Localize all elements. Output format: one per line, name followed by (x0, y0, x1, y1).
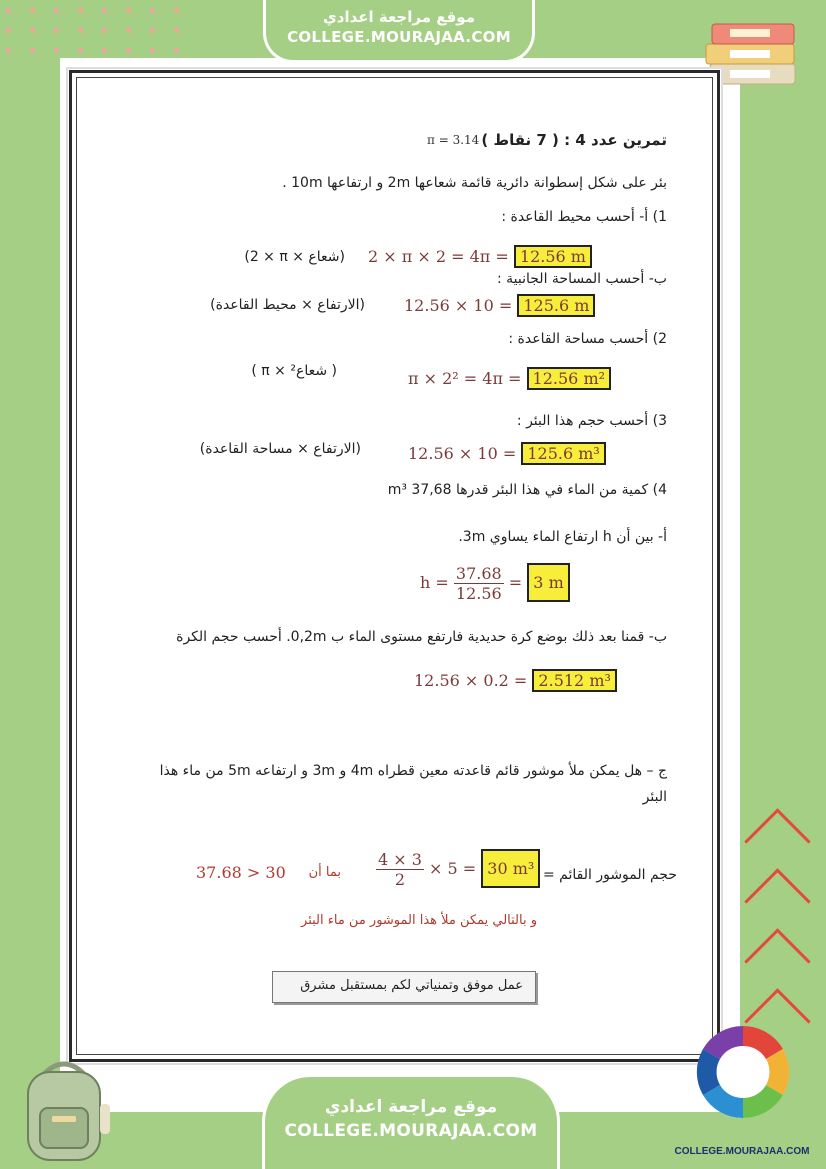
q4c-compare: 37.68 > 30 (196, 863, 286, 882)
q4b-result: 2.512 m³ (532, 669, 616, 692)
closing-text: عمل موفق وتمنياتي لكم بمستقبل مشرق (300, 978, 523, 993)
frame-left (0, 0, 60, 1169)
q1b-formula: (الارتفاع × محيط القاعدة) (210, 297, 365, 313)
q4: 4) كمية من الماء في هذا البئر قدرها 37,68 m³ (387, 482, 667, 498)
q2-result: 12.56 m² (527, 367, 611, 390)
top-banner-url[interactable]: COLLEGE.MOURAJAA.COM (287, 28, 511, 46)
q4a-fraction: $\frac{37.68}{12.56}$ (455, 564, 502, 603)
q3-result: 125.6 m³ (521, 442, 605, 465)
bottom-banner-arabic: موقع مراجعة اعدادي (324, 1097, 498, 1117)
q1a: 1) أ- أحسب محيط القاعدة : (501, 209, 667, 225)
pi-value: π = 3.14 (427, 133, 480, 147)
q4c-since: بما أن (308, 865, 341, 880)
q4c-calc: $\frac{4 \times 3}{2}$ × 5 = 30 m³ (376, 849, 540, 889)
decorative-dots (0, 0, 200, 60)
education-wheel-logo-icon (694, 1022, 792, 1134)
q4c-fraction: $\frac{4 \times 3}{2}$ (378, 850, 422, 889)
q2: 2) أحسب مساحة القاعدة : (508, 331, 667, 347)
q3-calc: 12.56 × 10 = 125.6 m³ (408, 442, 606, 465)
q4c-label: حجم الموشور القائم = (542, 867, 677, 883)
q1b-calc: 12.56 × 10 = 125.6 m (404, 294, 595, 317)
statement: بئر على شكل إسطوانة دائرية قائمة شعاعها 2m و ارتفاعها 10m . (282, 175, 667, 191)
q4c-line1: ج – هل يمكن ملأ موشور قائم قاعدته معين قطراه 4m و 3m و ارتفاعه 5m من ماء هذا (159, 763, 667, 779)
closing-box (272, 971, 536, 1003)
q4c-conclusion: و بالتالي يمكن ملأ هذا الموشور من ماء البئر (301, 913, 537, 928)
q3-formula: (الارتفاع × مساحة القاعدة) (199, 441, 361, 457)
q1a-result: 12.56 m (514, 245, 592, 268)
top-banner-arabic: موقع مراجعة اعدادي (323, 8, 475, 26)
q1a-calc: 2 × π × 2 = 4π = 12.56 m (368, 245, 592, 268)
q1b-result: 125.6 m (517, 294, 595, 317)
q3: 3) أحسب حجم هذا البئر : (516, 413, 667, 429)
q4c-result: 30 m³ (481, 849, 540, 888)
q4c-line2: البئر (642, 789, 667, 805)
backpack-icon (14, 1054, 114, 1164)
q4a-calc: h = $\frac{37.68}{12.56}$ = 3 m (420, 563, 570, 603)
q2-calc: π × 2² = 4π = 12.56 m² (408, 367, 611, 390)
q2-formula: ( π × شعاع² ) (251, 363, 337, 379)
q4a: أ- بين أن h ارتفاع الماء يساوي 3m. (458, 529, 667, 545)
logo-url[interactable]: COLLEGE.MOURAJAA.COM (674, 1146, 810, 1157)
exercise-page (69, 70, 720, 1062)
exercise-title: تمرين عدد 4 : ( 7 نقاط ) (481, 131, 667, 149)
top-banner (263, 0, 535, 63)
q4b-calc: 12.56 × 0.2 = 2.512 m³ (414, 669, 617, 692)
q4b: ب- قمنا بعد ذلك بوضع كرة حديدية فارتفع مستوى الماء ب 0,2m. أحسب حجم الكرة (176, 629, 667, 645)
q1b: ب- أحسب المساحة الجانبية : (496, 271, 667, 287)
bottom-banner-url[interactable]: COLLEGE.MOURAJAA.COM (284, 1121, 538, 1141)
q4a-result: 3 m (527, 563, 569, 602)
bottom-banner (262, 1074, 560, 1169)
q1a-formula: (2 × π × شعاع) (244, 249, 345, 265)
